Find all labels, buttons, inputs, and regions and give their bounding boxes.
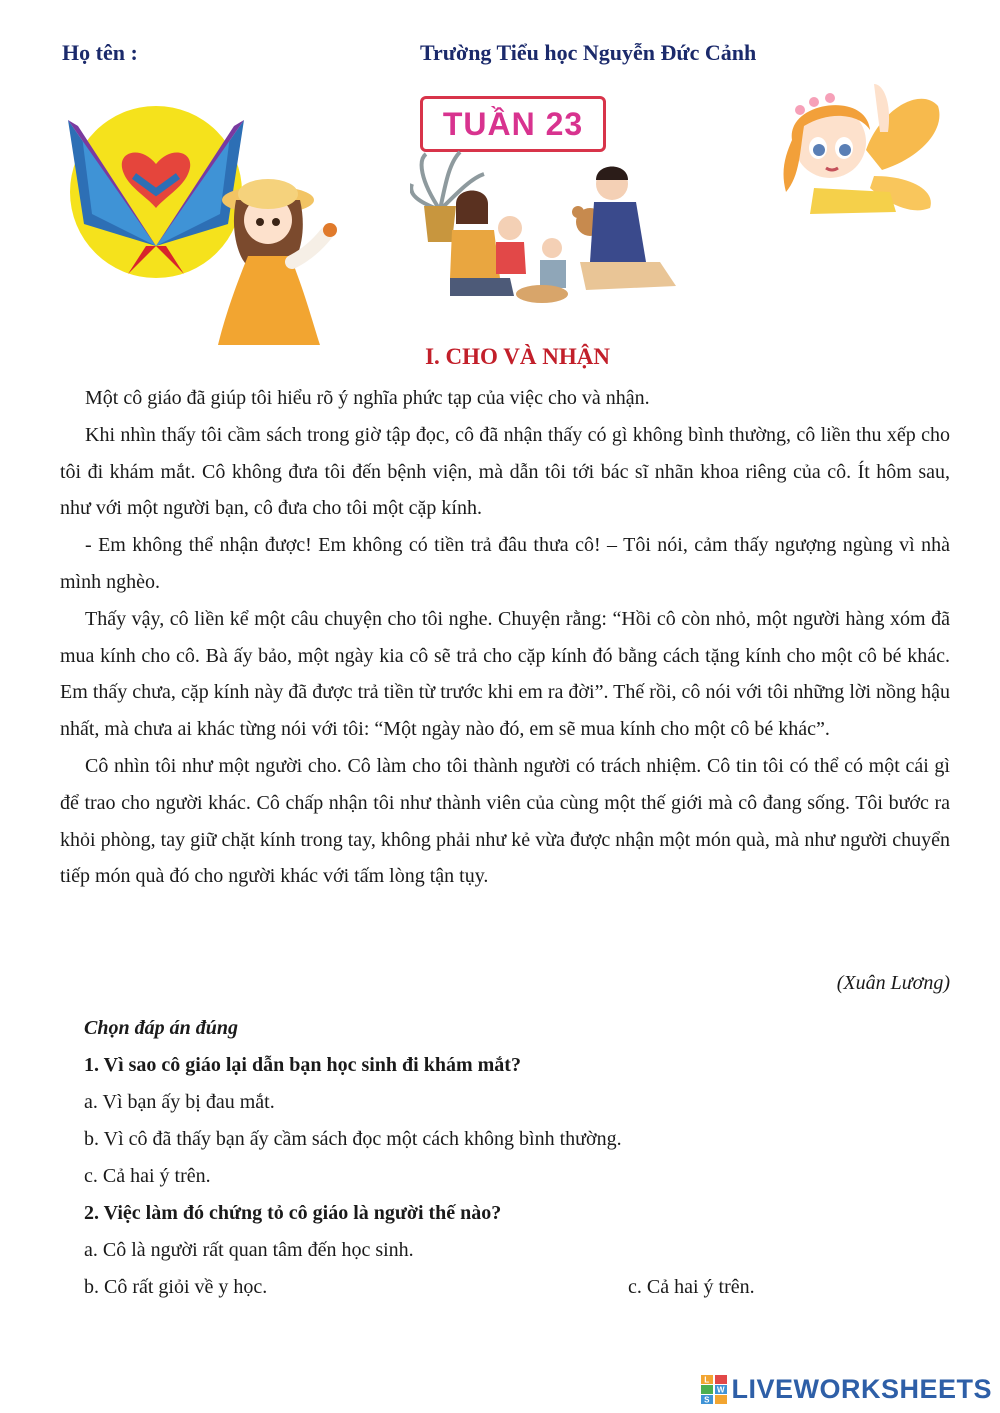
fairy-illustration-icon [770,80,942,220]
question-2-option-c[interactable]: c. Cả hai ý trên. [628,1276,755,1298]
question-1: 1. Vì sao cô giáo lại dẫn bạn học sinh đi khám mắt? [84,1054,521,1076]
question-2-option-a[interactable]: a. Cô là người rất quan tâm đến học sinh. [84,1239,414,1261]
story-paragraph: - Em không thể nhận được! Em không có tiền trả đâu thưa cô! – Tôi nói, cảm thấy ngượng ngùng vì nhà mình nghèo. [60,534,950,593]
story-paragraph: Một cô giáo đã giúp tôi hiểu rõ ý nghĩa phức tạp của việc cho và nhận. [85,387,650,409]
liveworksheets-brand [701,1374,992,1405]
week-badge: TUẦN 23 [420,96,606,152]
question-2: 2. Việc làm đó chứng tỏ cô giáo là người thế nào? [84,1202,502,1224]
story-title: I. CHO VÀ NHẬN [425,344,610,369]
logo-letter: L [704,1375,711,1384]
quiz-instruction: Chọn đáp án đúng [84,1017,238,1039]
logo-letter: S [704,1395,711,1404]
logo-letter: W [717,1385,726,1394]
question-1-option-c[interactable]: c. Cả hai ý trên. [84,1165,211,1187]
question-2-option-b[interactable]: b. Cô rất giỏi về y học. [84,1276,268,1298]
story-author: (Xuân Lương) [836,972,950,994]
brand-text: LIVEWORKSHEETS [731,1374,992,1404]
school-name: Trường Tiểu học Nguyễn Đức Cảnh [420,40,757,65]
story-text [60,380,950,895]
family-illustration-icon [410,150,682,306]
question-1-option-a[interactable]: a. Vì bạn ấy bị đau mắt. [84,1091,275,1113]
question-1-option-b[interactable]: b. Vì cô đã thấy bạn ấy cầm sách đọc một cách không bình thường. [84,1128,622,1150]
story-paragraph: Cô nhìn tôi như một người cho. Cô làm cho tôi thành người có trách nhiệm. Cô tin tôi có thể có một cái gì để trao cho người khác. Cô chấp nhận tôi như thành viên của cùng một thế giới mà cô đang sống. Tôi bước ra khỏi phòng, tay giữ chặt kính trong tay, không phải như kẻ vừa được nhận một món quà, mà như người chuyển tiếp món quà đó cho người khác với tấm lòng tận tụy. [60,754,950,888]
name-label: Họ tên : [62,40,138,65]
question-2-options-row [84,1269,964,1306]
girl-illustration-icon [208,170,348,345]
liveworksheets-logo-icon [701,1375,727,1405]
quiz-section [84,1010,964,1306]
story-paragraph: Thấy vậy, cô liền kể một câu chuyện cho tôi nghe. Chuyện rằng: “Hồi cô còn nhỏ, một người hàng xóm đã mua kính cho cô. Bà ấy bảo, một ngày kia cô sẽ trả cho cặp kính đó bằng cách tặng kính cho một cô bé khác. Em thấy chưa, cặp kính này đã được trả tiền từ trước khi em ra đời”. Thế rồi, cô nói với tôi những lời nồng hậu nhất, mà chưa ai khác từng nói với tôi: “Một ngày nào đó, em sẽ mua kính cho một cô bé khác”. [60,607,950,741]
story-paragraph: Khi nhìn thấy tôi cầm sách trong giờ tập đọc, cô đã nhận thấy có gì không bình thường, cô liền thu xếp cho tôi đi khám mắt. Cô không đưa tôi đến bệnh viện, mà dẫn tôi tới bác sĩ nhãn khoa riêng của cô. Ít hôm sau, như với một người bạn, cô đưa cho tôi một cặp kính. [60,423,950,520]
